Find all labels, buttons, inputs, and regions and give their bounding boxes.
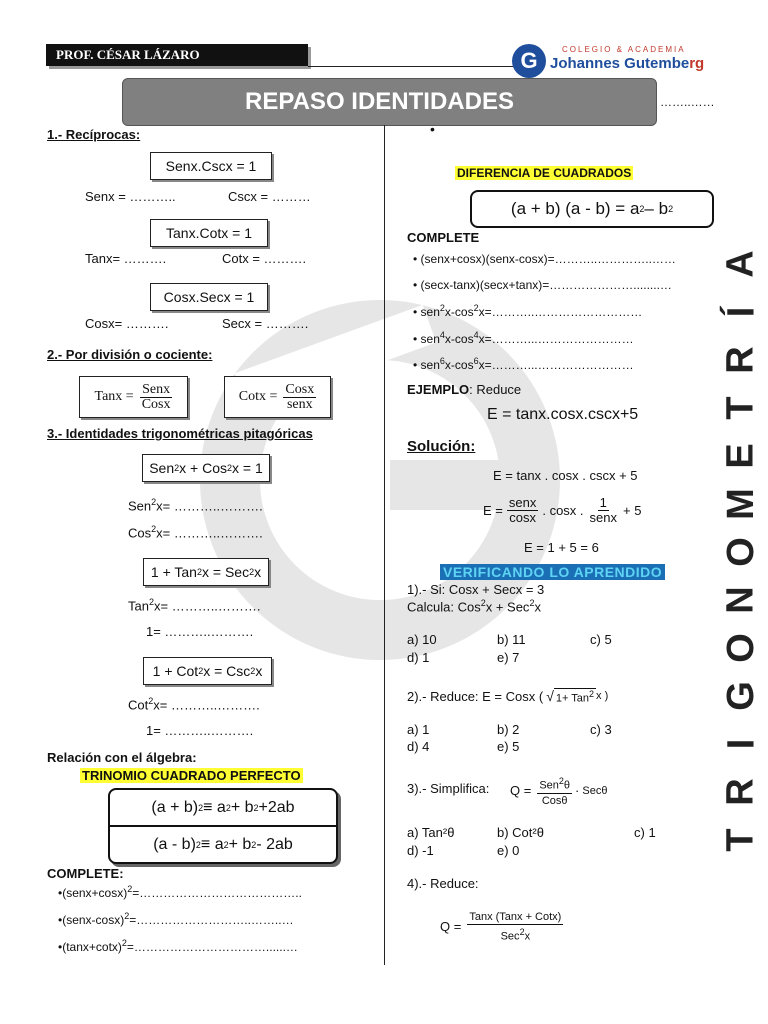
complete-item-1: •(senx+cosx)$^2$=…………………………………..: [58, 884, 302, 900]
dc-item-5: • $sen^6x-\cos^6x=\dots\dots\dots...\dots\dots\dots\dots\dots\dots\dots\dots$: [413, 356, 634, 372]
fill-tanx: Tanx= ……….: [85, 251, 167, 266]
side-letter: I: [720, 738, 762, 750]
section-division: 2.- Por división o cociente:: [47, 347, 213, 362]
side-letter: O: [720, 633, 762, 663]
side-title: [718, 240, 764, 864]
page-title: REPASO IDENTIDADES: [245, 88, 514, 115]
title-dots: ……..……: [660, 95, 715, 109]
stray-bullet: •: [430, 121, 435, 137]
algebra-heading: Relación con el álgebra:: [47, 750, 197, 765]
solution-heading: Solución:: [407, 438, 476, 455]
formula-box-sen2-cos2: Sen 2 x + Cos 2 x = 1: [142, 454, 270, 482]
q4-formula: Q = $\frac{\text{Tanx (Tanx + Cotx)}}{Sec^2x}$: [440, 911, 562, 943]
section-reciprocas: 1.- Recíprocas:: [47, 127, 141, 142]
prof-name: PROF. CÉSAR LÁZARO: [56, 47, 200, 62]
q3-opt-c: c) 1: [634, 825, 656, 840]
side-letter: N: [719, 586, 762, 614]
fill-cosx: Cosx= ……….: [85, 316, 169, 331]
dc-item-4: • $sen^4x-\cos^4x=\dots\dots\dots...\dots\dots\dots\dots\dots\dots\dots\dots$: [413, 330, 634, 346]
q4-text: 4).- Reduce:: [407, 876, 479, 891]
side-letter: O: [720, 537, 762, 567]
column-divider: [384, 125, 385, 965]
title-banner: [122, 78, 657, 126]
q3-opt-d: d) -1: [407, 843, 434, 858]
tcp-heading: TRINOMIO CUADRADO PERFECTO: [82, 768, 301, 783]
fill-cotx: Cotx = ……….: [222, 251, 307, 266]
q2-opt-c: c) 3: [590, 722, 612, 737]
q3-formula: Q = $\frac{Sen^2\theta}{\text{Cosθ}}$ · Secθ: [510, 776, 608, 807]
q1-opt-e: e) 7: [497, 650, 520, 665]
square-identities-box: [108, 788, 338, 864]
prof-name-bar: [46, 44, 308, 66]
dc-item-3: • $sen^2x-\cos^2x=\dots\dots\dots..\dots\dots\dots\dots\dots\dots\dots\dots\dots$: [413, 303, 643, 319]
complete-item-2: •(senx-cosx)$^2$=………………………..……..…: [58, 911, 294, 927]
q1-opt-b: b) 11: [497, 632, 526, 647]
dc-item-1: • (senx+cosx)(senx-cosx)=………..…………..……: [413, 252, 676, 266]
verify-heading: VERIFICANDO LO APRENDIDO: [440, 564, 665, 580]
side-letter: R: [719, 778, 762, 806]
example-heading: EJEMPLO: Reduce: [407, 382, 522, 397]
square-sum: (a + b) 2 ≡ a 2 + b 2 +2ab: [110, 790, 336, 827]
q1-opt-c: c) 5: [590, 632, 612, 647]
fill-cos2: Cos$^2$x= ………..……….: [128, 524, 263, 541]
complete-heading-right: COMPLETE: [407, 230, 480, 245]
side-letter: R: [719, 346, 762, 374]
q3-text: 3).- Simplifica:: [407, 781, 490, 796]
side-letter: G: [720, 681, 762, 711]
solution-line-2: E = $\frac{\text{senx}}{\cos x}$ . cosx . $\frac{1}{\text{senx}}$ + 5: [483, 495, 642, 525]
sqrt-icon: √: [546, 688, 554, 705]
example-expression: E = tanx.cosx.cscx+5: [487, 406, 639, 423]
q1-calc: Calcula: Cos$^2$x + Sec$^2$x: [407, 598, 541, 615]
q3-opt-a: a) Tan²θ: [407, 825, 455, 840]
formula-box-cosx-secx: Cosx.Secx = 1: [150, 283, 268, 311]
side-letter: A: [719, 250, 762, 278]
q2-opt-d: d) 4: [407, 739, 430, 754]
dc-formula-box: (a + b) (a - b) = a 2 – b 2: [470, 190, 714, 228]
logo-tagline: COLEGIO & ACADEMIA: [562, 45, 686, 54]
formula-box-cotx-quotient: Cotx = $\frac{\text{Cosx}}{\text{senx}}$: [224, 376, 331, 418]
q1-text: 1).- Si: Cosx + Secx = 3: [407, 582, 545, 597]
side-letter: M: [720, 488, 762, 520]
formula-box-tan2-sec2: 1 + Tan 2 x = Sec 2 x: [143, 558, 269, 586]
formula-box-tanx-cotx: Tanx.Cotx = 1: [150, 219, 268, 247]
q2-opt-b: b) 2: [497, 722, 520, 737]
fill-senx: Senx = ………..: [85, 189, 176, 204]
logo-g-icon: G: [512, 44, 546, 78]
formula-box-cot2-csc2: 1 + Cot 2 x = Csc 2 x: [143, 657, 272, 685]
q2-opt-e: e) 5: [497, 739, 520, 754]
school-logo: [512, 42, 712, 82]
q1-opt-a: a) 10: [407, 632, 437, 647]
square-difference: (a - b) 2 ≡ a 2 + b 2 - 2ab: [153, 835, 293, 853]
q2-text: 2).- Reduce: E = Cosx ( √ 1+ Tan$^2$ x ): [407, 688, 609, 705]
dc-heading: DIFERENCIA DE CUADRADOS: [457, 166, 632, 180]
q1-opt-d: d) 1: [407, 650, 430, 665]
side-letter: E: [719, 443, 762, 469]
q2-opt-a: a) 1: [407, 722, 430, 737]
logo-name: Johannes Gutemberg: [550, 55, 705, 72]
fill-one-a: 1= ………..……….: [146, 624, 254, 639]
formula-box-tanx-quotient: Tanx = $\frac{\text{Senx}}{\text{Cosx}}$: [79, 376, 188, 418]
side-letter: T: [720, 828, 762, 852]
side-letter: Í: [720, 306, 762, 318]
fill-one-b: 1= ………..……….: [146, 723, 254, 738]
solution-line-3: E = 1 + 5 = 6: [524, 540, 599, 555]
header-rule: [308, 66, 523, 67]
fill-cot2: Cot$^2$x= ………..……….: [128, 696, 260, 713]
fill-cscx: Cscx = ………: [228, 189, 311, 204]
formula-box-senx-cscx: Senx.Cscx = 1: [150, 152, 272, 180]
side-letter: T: [720, 396, 762, 420]
q3-opt-e: e) 0: [497, 843, 520, 858]
fill-tan2: Tan$^2$x= ………..……….: [128, 597, 261, 614]
section-pitagoricas: 3.- Identidades trigonométricas pitagóricas: [47, 426, 313, 441]
fill-secx: Secx = ……….: [222, 316, 309, 331]
solution-line-1: E = tanx . cosx . cscx + 5: [493, 468, 638, 483]
fill-sen2: Sen$^2$x= ………..……….: [128, 497, 263, 514]
complete-item-3: $•(\tan x+\cot x)^2=\dots\dots\dots\dots\dots\dots\dots\dots\dots\dots\dots......\dots$: [58, 938, 298, 954]
q3-opt-b: b) Cot²θ: [497, 825, 544, 840]
dc-item-2: • (secx-tanx)(secx+tanx)=…………………........…: [413, 278, 672, 292]
complete-heading-left: COMPLETE:: [47, 866, 124, 881]
